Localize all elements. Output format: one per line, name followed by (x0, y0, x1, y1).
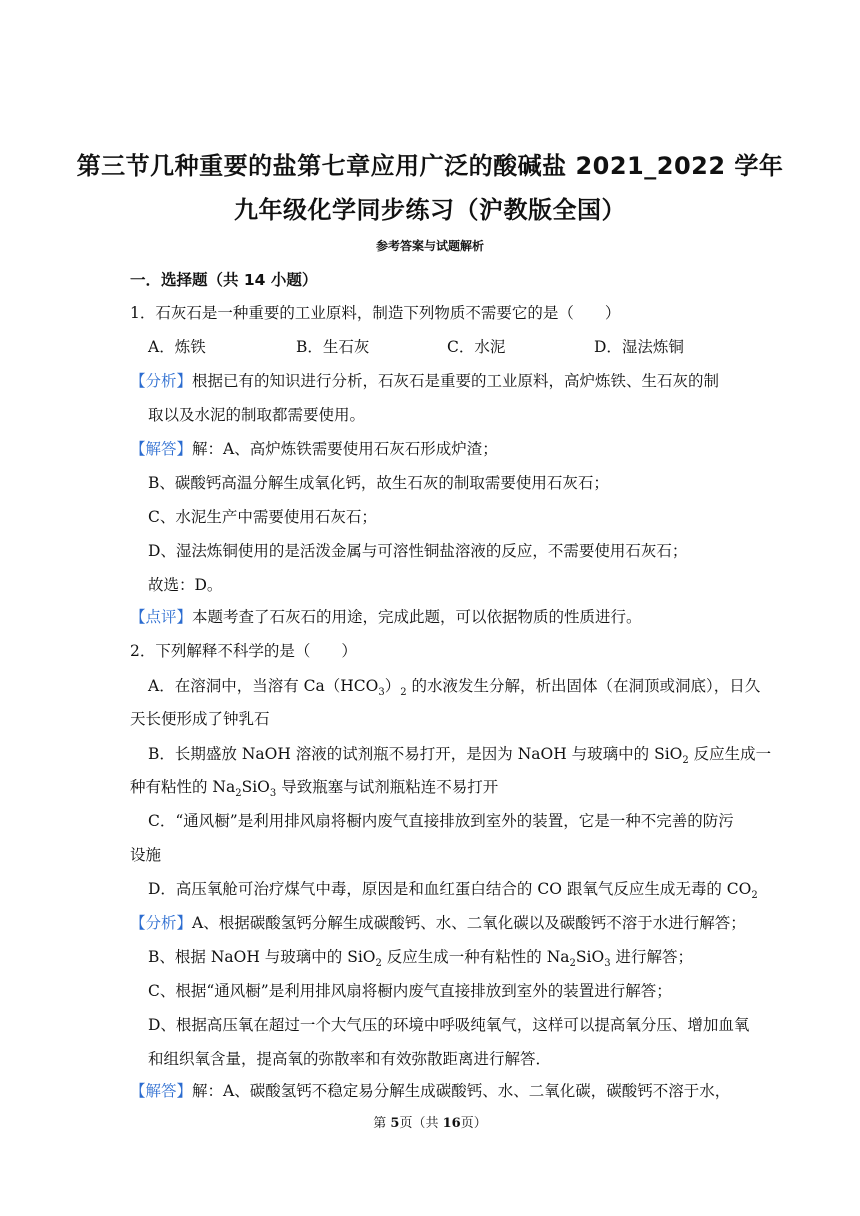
analysis-tag: 【分析】 (130, 372, 193, 390)
q2-option-c-line-2: 设施 (130, 846, 162, 864)
q1-answer-line-1: 【解答】解：A、高炉炼铁需要使用石灰石形成炉渣； (130, 440, 498, 458)
q2-analysis-line-3: C、根据“通风橱”是利用排风扇将橱内废气直接排放到室外的装置进行解答； (148, 982, 672, 1000)
q2-analysis-line-4: D、根据高压氧在超过一个大气压的环境中呼吸纯氧气，这样可以提高氧分压、增加血氧 (148, 1016, 750, 1034)
q1-analysis-line-1: 【分析】根据已有的知识进行分析，石灰石是重要的工业原料，高炉炼铁、生石灰的制 (130, 372, 720, 390)
q1-option-b: B．生石灰 (296, 338, 370, 356)
analysis-tag: 【分析】 (130, 914, 193, 932)
q2-stem: 2．下列解释不科学的是（ ） (130, 642, 357, 660)
q1-answer-line-3: C、水泥生产中需要使用石灰石； (148, 508, 377, 526)
q1-answer-line-5: 故选：D。 (148, 576, 223, 594)
document-title-line-2: 九年级化学同步练习（沪教版全国） (234, 196, 626, 224)
q1-stem: 1．石灰石是一种重要的工业原料，制造下列物质不需要它的是（ ） (130, 304, 621, 322)
page-total: 16 (442, 1116, 461, 1131)
q2-option-d: D．高压氧舱可治疗煤气中毒，原因是和血红蛋白结合的 CO 跟氧气反应生成无毒的 $CO_2$ (148, 880, 758, 902)
q2-answer-line-1: 【解答】解：A、碳酸氢钙不稳定易分解生成碳酸钙、水、二氧化碳，碳酸钙不溶于水， (130, 1082, 731, 1100)
page-number: 5 (390, 1116, 400, 1131)
q2-option-b-line-2: 种有粘性的 $Na_2SiO_3$ 导致瓶塞与试剂瓶粘连不易打开 (130, 778, 499, 800)
section-heading: 一．选择题（共 14 小题） (130, 271, 318, 289)
q1-answer-line-4: D、湿法炼铜使用的是活泼金属与可溶性铜盐溶液的反应，不需要使用石灰石； (148, 542, 688, 560)
q2-analysis-line-1: 【分析】A、根据碳酸氢钙分解生成碳酸钙、水、二氧化碳以及碳酸钙不溶于水进行解答； (130, 914, 746, 932)
answer-tag: 【解答】 (130, 1082, 193, 1100)
q1-answer-line-2: B、碳酸钙高温分解生成氧化钙，故生石灰的制取需要使用石灰石； (148, 474, 609, 492)
q2-option-c-line-1: C．“通风橱”是利用排风扇将橱内废气直接排放到室外的装置，它是一种不完善的防污 (148, 812, 734, 830)
q2-option-a-line-2: 天长便形成了钟乳石 (130, 710, 270, 728)
q1-comment: 【点评】本题考查了石灰石的用途，完成此题，可以依据物质的性质进行。 (130, 608, 642, 626)
comment-tag: 【点评】 (130, 608, 193, 626)
q1-option-c: C．水泥 (447, 338, 506, 356)
q1-option-a: A．炼铁 (148, 338, 206, 356)
q2-option-b-line-1: B．长期盛放 NaOH 溶液的试剂瓶不易打开，是因为 NaOH 与玻璃中的 SiO$_2$ 反应生成一 (148, 745, 772, 767)
document-title-line-1: 第三节几种重要的盐第七章应用广泛的酸碱盐 2021_2022 学年 (76, 152, 784, 180)
page-footer: 第 5页（共 16页） (373, 1116, 487, 1131)
q1-option-d: D．湿法炼铜 (594, 338, 684, 356)
q2-analysis-line-2: B、根据 NaOH 与玻璃中的 SiO$_2$ 反应生成一种有粘性的 $Na_2SiO_3$ 进行解答； (148, 948, 694, 970)
q1-analysis-line-2: 取以及水泥的制取都需要使用。 (148, 406, 366, 424)
q2-analysis-line-5: 和组织氧含量，提高氧的弥散率和有效弥散距离进行解答． (148, 1050, 552, 1068)
document-subtitle: 参考答案与试题解析 (375, 239, 484, 253)
q2-option-a-line-1: A．在溶洞中，当溶有 $Ca(HCO_3)_2$ 的水液发生分解，析出固体（在洞顶或洞底），日久 (148, 677, 761, 699)
answer-tag: 【解答】 (130, 440, 193, 458)
